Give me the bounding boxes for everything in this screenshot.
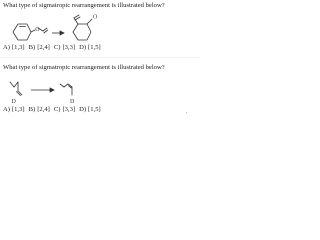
question-2-reactant-atom-label: D bbox=[11, 99, 16, 105]
q2-choice-c-value: [3,3] bbox=[62, 106, 76, 113]
q1-choice-d[interactable] bbox=[79, 44, 101, 52]
question-2-reactant-structure bbox=[10, 82, 22, 96]
q1-choice-c-value: [3,3] bbox=[62, 44, 76, 51]
q1-choice-b-value: [2,4] bbox=[37, 44, 50, 51]
question-2-choices bbox=[3, 106, 105, 114]
q2-choice-b[interactable] bbox=[29, 106, 50, 114]
q2-choice-b-value: [2,4] bbox=[37, 106, 50, 113]
q1-choice-b-letter: B) bbox=[28, 44, 36, 51]
q1-choice-b[interactable] bbox=[29, 44, 50, 52]
q2-choice-d-letter: D) bbox=[79, 106, 87, 113]
question-1-product-structure bbox=[73, 15, 92, 40]
question-1-choices bbox=[3, 44, 105, 52]
question-2-product-atom-label: D bbox=[70, 99, 75, 105]
q1-choice-d-letter: D) bbox=[79, 44, 87, 51]
question-1-text: What type of sigmatropic rearrangement is illustrated below? bbox=[3, 2, 165, 9]
q2-choice-a[interactable] bbox=[3, 106, 25, 114]
q1-choice-a[interactable] bbox=[3, 44, 25, 52]
question-1-product-atom-label: O bbox=[93, 14, 98, 21]
q1-choice-c[interactable] bbox=[54, 44, 75, 52]
q2-choice-d[interactable] bbox=[79, 106, 101, 114]
question-2 bbox=[0, 58, 200, 119]
question-2-product-structure bbox=[60, 84, 72, 95]
q2-choice-c-letter: C) bbox=[53, 106, 61, 113]
question-2-reaction-arrow bbox=[31, 88, 54, 92]
question-1-reactant-atom-label: O bbox=[35, 27, 40, 34]
q1-choice-a-letter: A) bbox=[3, 44, 10, 51]
q2-choice-d-value: [1,5] bbox=[88, 106, 101, 113]
question-1 bbox=[0, 0, 200, 58]
q2-choice-c[interactable] bbox=[54, 106, 75, 114]
q2-choice-a-value: [1,3] bbox=[11, 106, 25, 113]
q1-choice-d-value: [1,5] bbox=[88, 44, 101, 51]
q2-choice-b-letter: B) bbox=[28, 106, 36, 113]
question-1-reaction-arrow bbox=[52, 31, 64, 35]
q2-choice-a-letter: A) bbox=[3, 106, 10, 113]
question-1-reactant-structure bbox=[13, 24, 48, 40]
page-corner-mark bbox=[186, 112, 187, 113]
q1-choice-c-letter: C) bbox=[53, 44, 61, 51]
q1-choice-a-value: [1,3] bbox=[11, 44, 25, 51]
question-2-text: What type of sigmatropic rearrangement is illustrated below? bbox=[3, 64, 165, 71]
